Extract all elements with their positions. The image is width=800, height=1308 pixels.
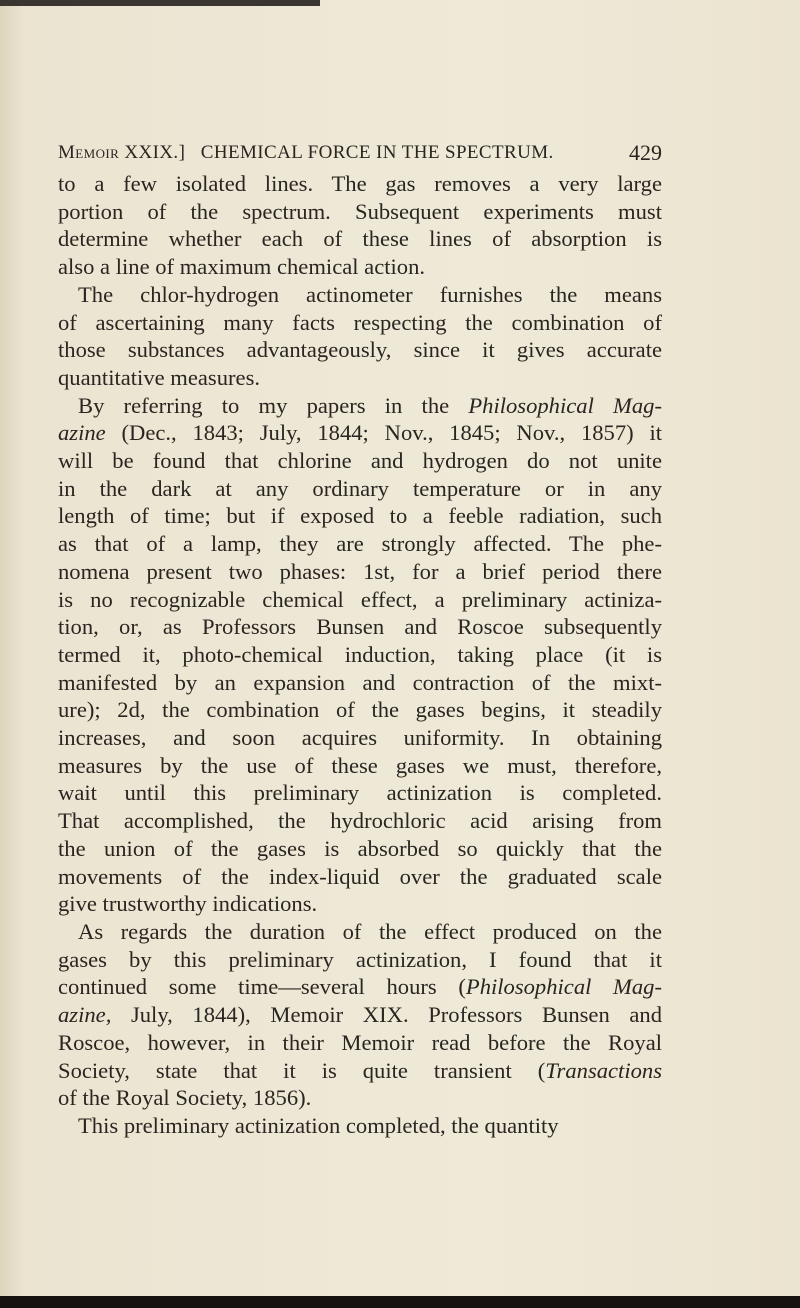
text-run: measures by the use of these gases we must, therefore,: [58, 752, 662, 778]
text-line: [58, 253, 662, 281]
text-run: of the Royal Society, 1856).: [58, 1085, 312, 1111]
text-line: [58, 225, 662, 253]
text-line: [58, 752, 662, 780]
text-run: give trustworthy indications.: [58, 891, 318, 917]
text-run: wait until this preliminary actinization is completed.: [58, 780, 662, 806]
text-run: length of time; but if exposed to a feeble radiation, such: [58, 503, 662, 529]
text-line: [58, 1057, 662, 1085]
text-run: gases by this preliminary actinization, I found that it: [58, 946, 662, 972]
text-run: (Dec., 1843; July, 1844; Nov., 1845; Nov., 1857) it: [105, 420, 662, 446]
text-line: [58, 1001, 662, 1029]
text-line: [58, 918, 662, 946]
text-line: [58, 1084, 662, 1112]
text-run: The chlor-hydrogen actinometer furnishes the means: [78, 281, 662, 307]
text-run: movements of the index-liquid over the graduated scale: [58, 863, 662, 889]
text-line: [58, 170, 662, 198]
text-line: [58, 586, 662, 614]
text-line: [58, 447, 662, 475]
text-line: [58, 613, 662, 641]
text-line: [58, 502, 662, 530]
page-number: 429: [629, 140, 662, 165]
text-run: the union of the gases is absorbed so quickly that the: [58, 835, 662, 861]
text-line: [58, 696, 662, 724]
text-run: those substances advantageously, since it gives accurate: [58, 337, 662, 363]
text-run: As regards the duration of the effect produced on the: [78, 918, 662, 944]
text-run: is no recognizable chemical effect, a preliminary actiniza-: [58, 586, 662, 612]
text-line: [58, 1029, 662, 1057]
text-run: in the dark at any ordinary temperature or in any: [58, 475, 662, 501]
text-run: ure); 2d, the combination of the gases begins, it steadily: [58, 697, 662, 723]
text-line: [58, 669, 662, 697]
text-line: [58, 835, 662, 863]
text-run: determine whether each of these lines of absorption is: [58, 226, 662, 252]
text-line: [58, 530, 662, 558]
text-line: [58, 641, 662, 669]
text-run: This preliminary actinization completed, the quantity: [78, 1112, 559, 1138]
text-line: [58, 419, 662, 447]
body-text: [58, 170, 662, 1140]
text-run: July, 1844), Memoir XIX. Professors Bunsen and: [111, 1002, 662, 1028]
text-line: [58, 973, 662, 1001]
text-line: [58, 946, 662, 974]
text-line: [58, 336, 662, 364]
italic-citation: Transactions: [545, 1057, 662, 1083]
header-spacer: [190, 142, 195, 163]
header-title: CHEMICAL FORCE IN THE SPECTRUM.: [200, 142, 554, 163]
text-run: Society, state that it is quite transient (: [58, 1057, 546, 1083]
page-bottom-edge: [0, 1296, 800, 1308]
text-line: [58, 364, 662, 392]
text-line: [58, 198, 662, 226]
text-run: will be found that chlorine and hydrogen do not unite: [58, 448, 662, 474]
text-run: tion, or, as Professors Bunsen and Roscoe subsequently: [58, 614, 662, 640]
text-run: manifested by an expansion and contraction of the mixt-: [58, 669, 662, 695]
running-header: [58, 142, 658, 166]
italic-citation: Philosophical Mag-: [468, 392, 662, 418]
text-run: increases, and soon acquires uniformity. In obtaining: [58, 725, 662, 751]
page-top-shadow: [0, 0, 320, 6]
text-line: [58, 1112, 662, 1140]
text-line: [58, 281, 662, 309]
text-line: [58, 779, 662, 807]
text-run: of ascertaining many facts respecting the combination of: [58, 309, 662, 335]
text-line: [58, 309, 662, 337]
text-line: [58, 475, 662, 503]
text-line: [58, 807, 662, 835]
text-line: [58, 724, 662, 752]
text-line: [58, 558, 662, 586]
text-run: Roscoe, however, in their Memoir read before the Royal: [58, 1029, 662, 1055]
header-memoir: Memoir XXIX.]: [58, 142, 186, 163]
text-line: [58, 863, 662, 891]
text-line: [58, 392, 662, 420]
text-run: By referring to my papers in the: [78, 392, 469, 418]
text-run: portion of the spectrum. Subsequent experiments must: [58, 198, 662, 224]
text-run: quantitative measures.: [58, 364, 261, 390]
italic-citation: Philosophical Mag-: [465, 974, 662, 1000]
italic-citation: azine,: [58, 1002, 112, 1028]
text-run: That accomplished, the hydrochloric acid arising from: [58, 808, 662, 834]
text-run: to a few isolated lines. The gas removes a very large: [58, 171, 662, 196]
text-run: as that of a lamp, they are strongly affected. The phe-: [58, 531, 662, 557]
text-run: continued some time—several hours (: [58, 974, 466, 1000]
text-line: [58, 890, 662, 918]
text-run: also a line of maximum chemical action.: [58, 254, 426, 280]
text-run: nomena present two phases: 1st, for a brief period there: [58, 558, 662, 584]
text-run: termed it, photo-chemical induction, taking place (it is: [58, 641, 662, 667]
italic-citation: azine: [58, 420, 106, 446]
